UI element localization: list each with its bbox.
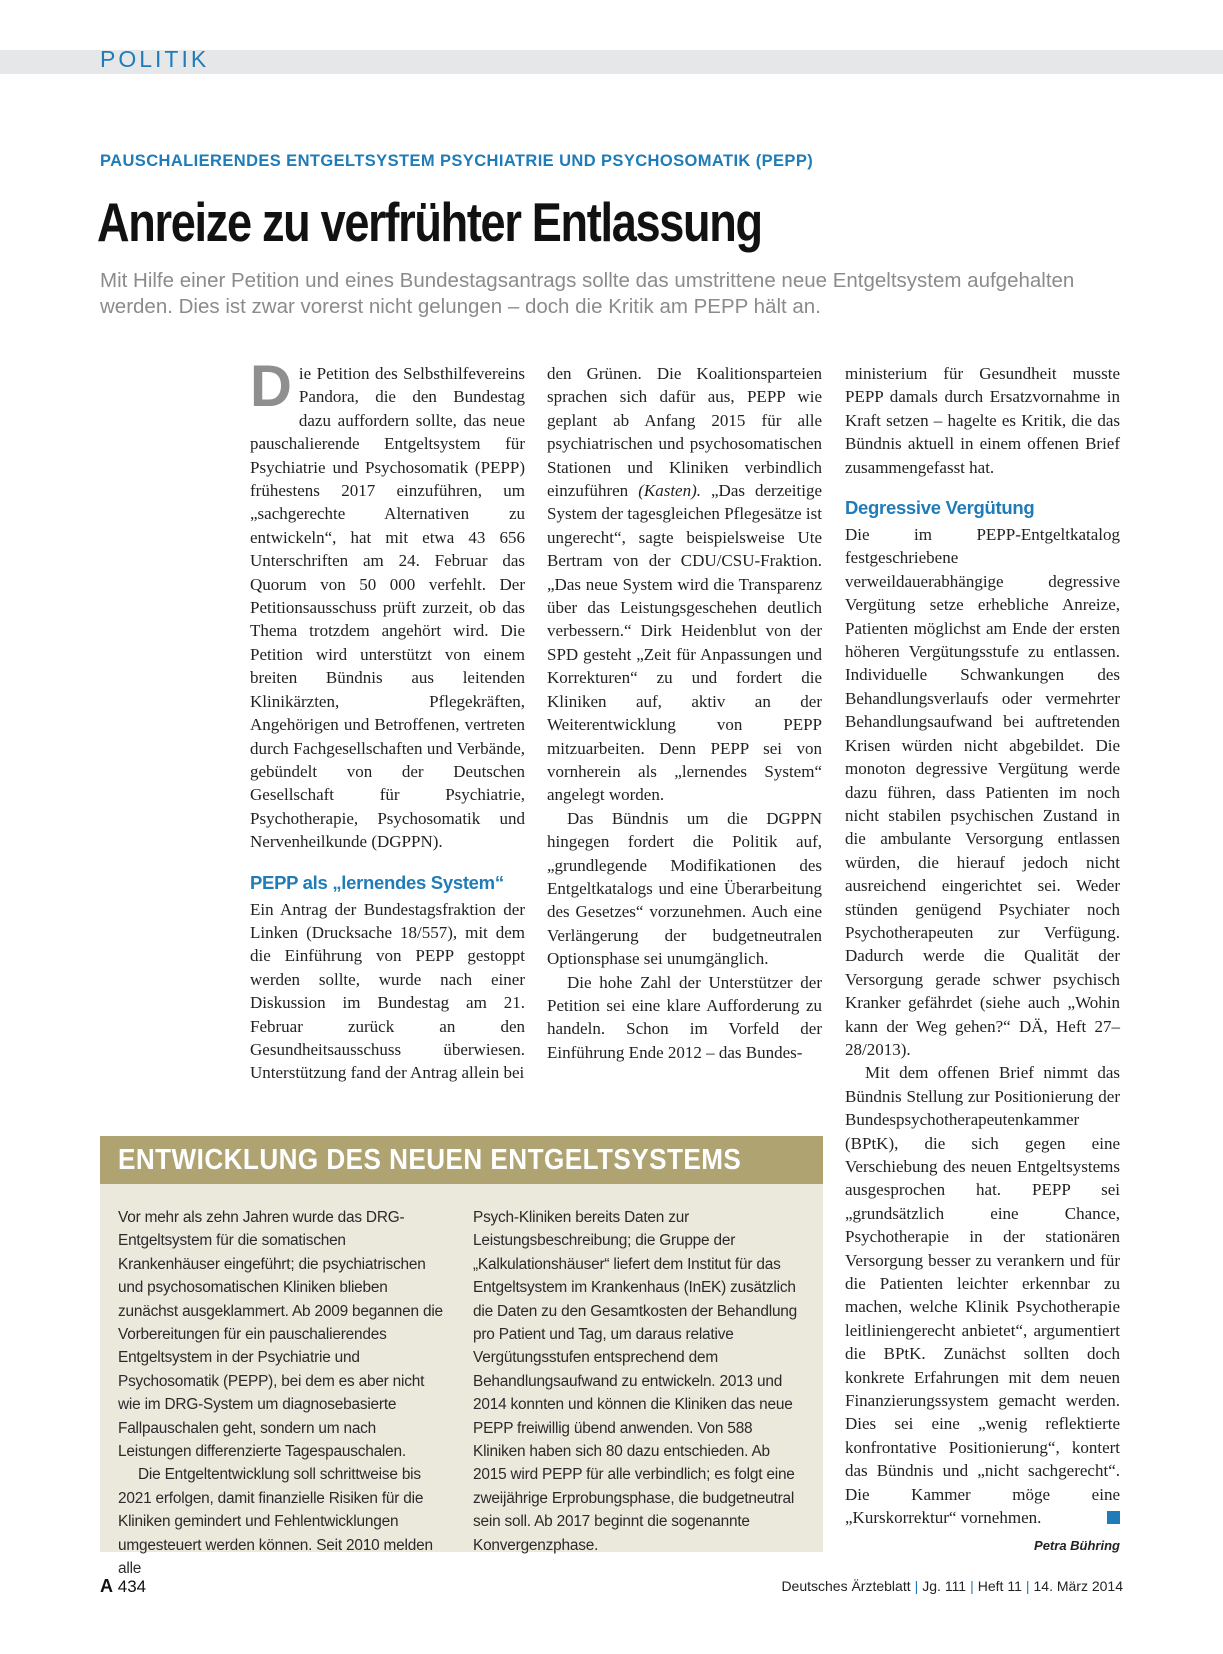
- info-box-title: ENTWICKLUNG DES NEUEN ENTGELTSYSTEMS: [118, 1144, 742, 1176]
- paragraph: Die im PEPP-Entgeltkatalog festgeschriebene verweildauerabhängige degressive Vergütung setze erhebliche Anreize, Patienten möglichst am Ende der ersten höheren Vergütungsstufe zu entlassen. Individuelle Schwankungen des Behandlungsverlaufs oder vermehrter Behandlungsaufwand bei auftretenden Krisen würden nicht abgebildet. Die monoton degressive Vergütung werde dazu führen, dass Patienten im noch nicht stabilen psychischen Zustand in die ambulante Versorgung entlassen würden, die hierauf jedoch nicht ausreichend eingerichtet sei. Weder stünden genügend Psychiater noch Psychotherapeuten zur Verfügung. Dadurch werde die Qualität der Versorgung gerade schwer psychisch Kranker gefährdet (siehe auch „Wohin kann der Weg gehen?“ DÄ, Heft 27–28/2013).: [845, 525, 1120, 1059]
- text-column-2: [547, 362, 822, 1064]
- article-lead: Mit Hilfe einer Petition und eines Bundestagsantrags sollte das umstrittene neue Entgeltsystem aufgehalten werden. Dies ist zwar vorerst nicht gelungen – doch die Kritik am PEPP hält an.: [100, 269, 1075, 318]
- article-headline: Anreize zu verfrühter Entlassung: [97, 191, 762, 253]
- info-box: [100, 1136, 823, 1578]
- paragraph: Das Bündnis um die DGPPN hingegen fordert die Politik auf, „grundlegende Modifikationen des Entgeltkatalogs und eine Überarbeitung des Gesetzes“ vorzunehmen. Auch eine Verlängerung der budgetneutralen Optionsphase sei unumgänglich.: [547, 808, 822, 969]
- journal-name: Deutsches Ärzteblatt: [781, 1578, 911, 1594]
- text-column-3: [845, 362, 1120, 1557]
- paragraph: Die hohe Zahl der Unterstützer der Petition sei eine klare Aufforderung zu handeln. Schon im Vorfeld der Einführung Ende 2012 – das Bundes-: [547, 972, 822, 1062]
- paragraph: Psych-Kliniken bereits Daten zur Leistungsbeschreibung; die Gruppe der „Kalkulationshäuser“ liefert dem Institut für das Entgeltsystem im Krankenhaus (InEK) zusätzlich die Daten zu den Gesamtkosten der Behandlung pro Patient und Tag, um daraus relative Vergütungsstufen entsprechend dem Behandlungsaufwand zu entwickeln. 2013 und 2014 konnten und können die Kliniken das neue PEPP freiwillig übend anwenden. Von 588 Kliniken haben sich 80 dazu entschieden. Ab 2015 wird PEPP für alle verbindlich; es folgt eine zweijährige Erprobungsphase, die budgetneutral sein soll. Ab 2017 beginnt die sogenannte Konvergenzphase.: [473, 1209, 798, 1554]
- paragraph: [250, 354, 525, 854]
- subheading: PEPP als „lernendes System“: [250, 871, 504, 893]
- paragraph: [845, 1061, 1120, 1529]
- paragraph: Vor mehr als zehn Jahren wurde das DRG-Entgeltsystem für die somatischen Krankenhäuser eingeführt; die psychiatrischen und psychosomatischen Kliniken blieben zunächst ausgeklammert. Ab 2009 begannen die Vorbereitungen für ein pauschalierendes Entgeltsystem in der Psychiatrie und Psychosomatik (PEPP), bei dem es aber nicht wie im DRG-System um diagnosebasierte Fallpauschalen geht, sondern um nach Leistungen differenzierte Tagespauschalen.: [118, 1209, 443, 1461]
- info-box-header: [100, 1136, 823, 1184]
- page-number-value: 434: [117, 1577, 147, 1596]
- info-box-column-2: [473, 1206, 803, 1557]
- paragraph: ministerium für Gesundheit musste PEPP damals durch Ersatzvornahme in Kraft setzen – hagelte es Kritik, die das Bündnis aktuell in einem offenen Brief zusammengefasst hat.: [845, 364, 1120, 477]
- paragraph-text: ie Petition des Selbsthilfevereins Pandora, die den Bundestag dazu auffordern sollte, das neue pauschalierende Entgeltsystem für Psychiatrie und Psychosomatik (PEPP) frühestens 2017 einzuführen, um „sachgerechte Alternativen zu entwickeln“, hat mit etwa 43 656 Unterschriften am 24. Februar das Quorum von 50 000 verfehlt. Der Petitionsausschuss prüft zurzeit, ob das Thema trotzdem angehört wird. Die Petition wird unterstützt von einem breiten Bündnis aus leitenden Klinikärzten, Pflegekräften, Angehörigen und Betroffenen, vertreten durch Fachgesellschaften und Verbände, gebündelt von der Deutschen Gesellschaft für Psychiatrie, Psychotherapie, Psychosomatik und Nervenheilkunde (DGPPN).: [250, 364, 525, 852]
- info-box-column-1: [118, 1206, 448, 1581]
- box-reference: (Kasten).: [638, 481, 701, 501]
- subheading: Degressive Vergütung: [845, 497, 1035, 519]
- paragraph-text: Mit dem offenen Brief nimmt das Bündnis Stellung zur Positionierung der Bundespsychotherapeutenkammer (BPtK), die sich gegen eine Verschiebung des neuen Entgeltsystems ausgesprochen hat. PEPP sei „grundsätzlich eine Chance, Psychotherapie in der stationären Versorgung besser zu verankern und für die Patienten leichter erkennbar zu machen, welche Klinik Psychotherapie leitliniengerecht anbietet“, argumentiert die BPtK. Zunächst sollten doch konkrete Erfahrungen mit dem neuen Finanzierungssystem gemacht werden. Dies sei eine „wenig reflektierte konfrontative Positionierung“, kontert das Bündnis und „nicht sachgerecht“. Die Kammer möge eine „Kurskorrektur“ vornehmen.: [845, 1063, 1120, 1528]
- journal-date: 14. März 2014: [1033, 1578, 1123, 1594]
- page-number: [100, 1576, 146, 1597]
- publication-info: [781, 1578, 1123, 1594]
- article-kicker: PAUSCHALIERENDES ENTGELTSYSTEM PSYCHIATRIE UND PSYCHOSOMATIK (PEPP): [100, 152, 814, 170]
- separator: |: [1025, 1578, 1030, 1594]
- end-mark-icon: [1107, 1511, 1120, 1524]
- paragraph: [547, 362, 822, 807]
- page-prefix: A: [100, 1576, 113, 1596]
- author-byline: Petra Bühring: [1034, 1537, 1120, 1553]
- separator: |: [914, 1578, 919, 1594]
- journal-issue: Heft 11: [977, 1578, 1022, 1594]
- paragraph-text: „Das derzeitige System der tagesgleichen Pflegesätze ist ungerecht“, sagte beispielsweise Ute Bertram von der CDU/CSU-Fraktion. „Das neue System wird die Transparenz über das Leistungsgeschehen deutlich verbessern.“ Dirk Heidenblut von der SPD gesteht „Zeit für Anpassungen und Korrekturen“ zu und fordert die Kliniken auf, aktiv an der Weiterentwicklung von PEPP mitzuarbeiten. Denn PEPP sei von vornherein als „lernendes System“ angelegt worden.: [547, 481, 823, 805]
- section-label: POLITIK: [100, 46, 210, 72]
- journal-volume: Jg. 111: [922, 1578, 967, 1594]
- paragraph: Ein Antrag der Bundestagsfraktion der Linken (Drucksache 18/557), mit dem die Einführung von PEPP gestoppt werden sollte, wurde nach einer Diskussion im Bundestag am 21. Februar zurück an den Gesundheitsausschuss überwiesen. Unterstützung fand der Antrag allein bei: [250, 899, 525, 1083]
- paragraph-text: den Grünen. Die Koalitionsparteien sprachen sich dafür aus, PEPP wie geplant ab Anfang 2015 für alle psychiatrischen und psychosomatischen Stationen und Kliniken verbindlich einzuführen: [547, 364, 822, 501]
- paragraph: Die Entgeltentwicklung soll schrittweise bis 2021 erfolgen, damit finanzielle Risiken für die Kliniken gemindert und Fehlentwicklungen umgesteuert werden können. Seit 2010 melden alle: [118, 1466, 433, 1578]
- separator: |: [970, 1578, 974, 1594]
- text-column-1: [250, 354, 525, 1085]
- drop-cap: D: [250, 354, 292, 419]
